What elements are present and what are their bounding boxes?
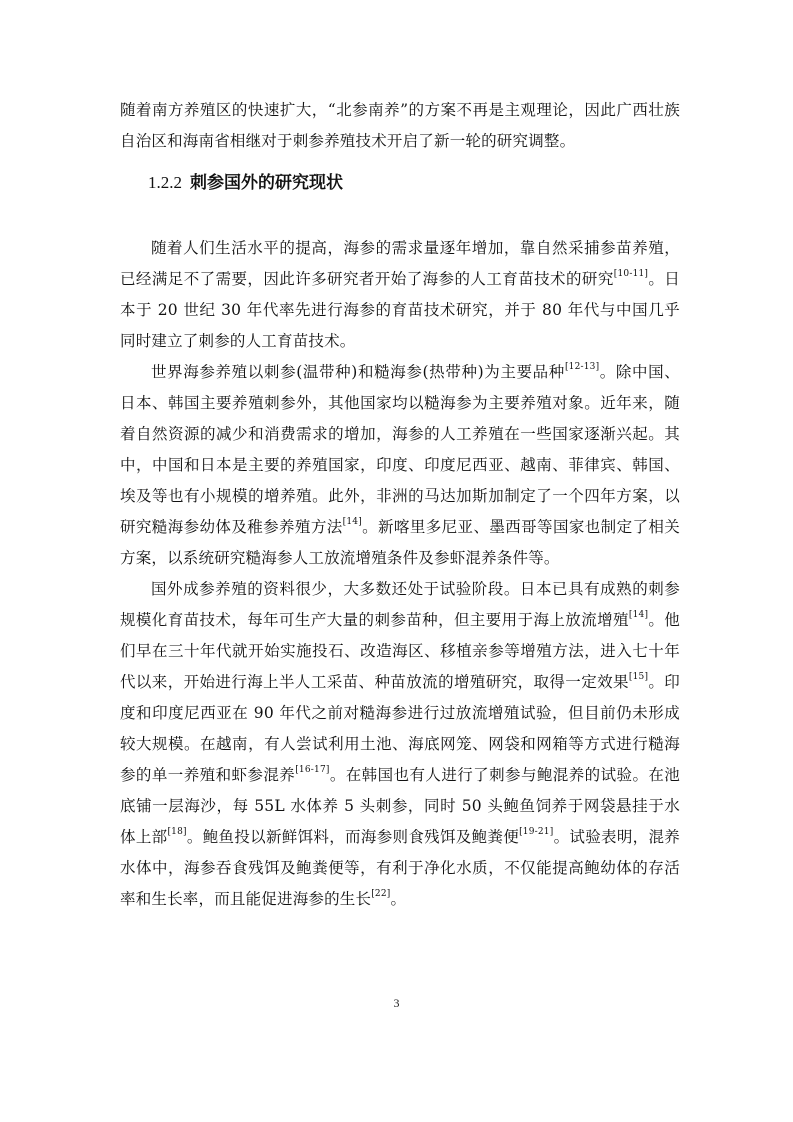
paragraph-text: 随着人们生活水平的提高，海参的需求量逐年增加，靠自然采捕参苗养殖，已经满足不了需要，因此许多研究者开始了海参的人工育苗技术的研究 [120, 239, 680, 288]
page-number: 3 [393, 996, 400, 1010]
paragraph-text: 世界海参养殖以刺参(温带种)和糙海参(热带种)为主要品种 [151, 363, 565, 381]
citation-ref: [10-11] [613, 268, 649, 279]
paragraph-text: 。他们早在三十年代就开始实施投石、改造海区、移植亲参等增殖方法，进入七十年代以来，开始进行海上半人工采苗、种苗放流的增殖研究，取得一定效果 [120, 611, 680, 691]
paragraph-text: 。新喀里多尼亚、墨西哥等国家也制定了相关方案，以系统研究糙海参人工放流增殖条件及参虾混养条件等。 [120, 518, 680, 567]
paragraph-text: 。日本于 20 世纪 30 年代率先进行海参的育苗技术研究，并于 80 年代与中国几乎同时建立了刺参的人工育苗技术。 [120, 270, 680, 350]
paragraph-text: 。印度和印度尼西亚在 90 年代之前对糙海参进行过放流增殖试验，但目前仍未形成较大规模。在越南，有人尝试利用土池、海底网笼、网袋和网箱等方式进行糙海参的单一养殖和虾参混养 [120, 673, 680, 784]
paragraph-text: 。试验表明，混养水体中，海参吞食残饵及鲍粪便等，有利于净化水质，不仅能提高鲍幼体的存活率和生长率，而且能促进海参的生长 [120, 828, 681, 908]
paragraph-text: 。在韩国也有人进行了刺参与鲍混养的试验。在池底铺一层海沙，每 55L 水体养 5 头刺参，同时 50 头鲍鱼饲养于网袋悬挂于水体上部 [120, 766, 681, 846]
body-paragraph-1 [120, 233, 680, 357]
intro-text-block [120, 95, 680, 157]
citation-ref: [22] [371, 888, 391, 899]
paragraph-text: 国外成参养殖的资料很少，大多数还处于试验阶段。日本已具有成熟的刺参规模化育苗技术，每年可生产大量的刺参苗种，但主要用于海上放流增殖 [120, 580, 680, 629]
citation-ref: [18] [167, 826, 187, 837]
body-paragraph-2 [120, 357, 680, 574]
section-title: 刺参国外的研究现状 [190, 173, 343, 193]
paragraph-text: 。 [390, 890, 407, 908]
citation-ref: [14] [628, 609, 649, 620]
body-paragraph-3 [120, 574, 680, 915]
citation-ref: [15] [628, 671, 649, 682]
paragraph-text: 。鲍鱼投以新鲜饵料，而海参则食残饵及鲍粪便 [186, 828, 520, 846]
section-number: 1.2.2 [148, 173, 182, 192]
citation-ref: [12-13] [564, 361, 600, 372]
paragraph-text: 。除中国、日本、韩国主要养殖刺参外，其他国家均以糙海参为主要养殖对象。近年来，随着自然资源的减少和消费需求的增加，海参的人工养殖在一些国家逐渐兴起。其中，中国和日本是主要的养殖国家，印度、印度尼西亚、越南、菲律宾、韩国、埃及等也有小规模的增养殖。此外，非洲的马达加斯加制定了一个四年方案，以研究糙海参幼体及稚参养殖方法 [120, 363, 680, 536]
citation-ref: [14] [342, 516, 362, 527]
intro-paragraph: 随着南方养殖区的快速扩大，“北参南养”的方案不再是主观理论，因此广西壮族自治区和海南省相继对于刺参养殖技术开启了新一轮的研究调整。 [120, 101, 680, 150]
citation-ref: [19-21] [519, 826, 554, 837]
body-text-block [120, 233, 680, 915]
citation-ref: [16-17] [295, 764, 330, 775]
section-heading [148, 170, 343, 196]
